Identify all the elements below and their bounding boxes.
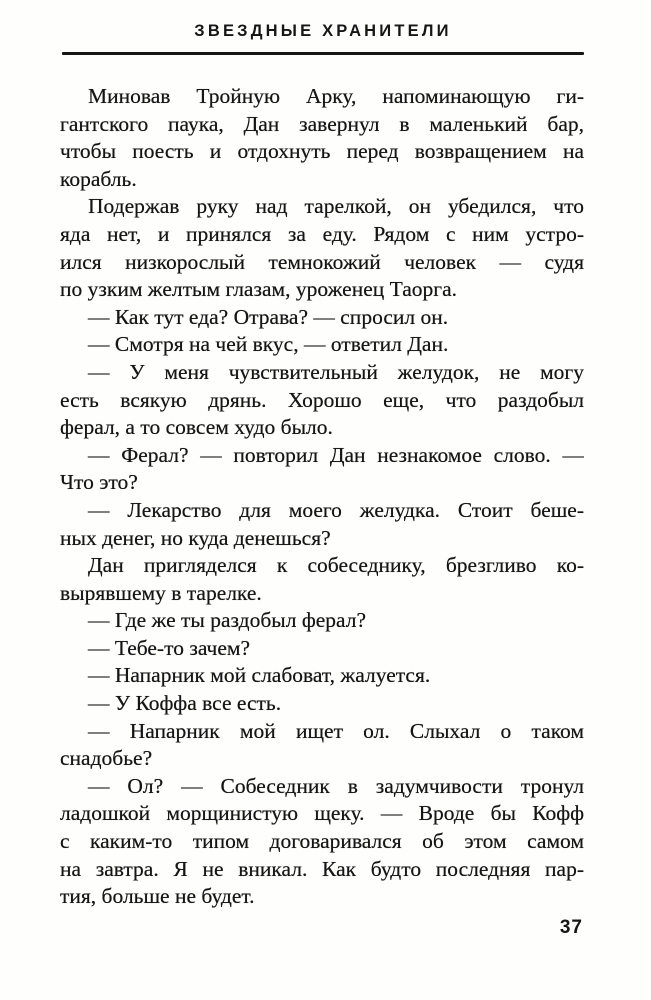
paragraph xyxy=(60,635,584,663)
text-line: Что это? xyxy=(60,470,138,495)
paragraph xyxy=(60,331,584,359)
text-line: с каким-то типом договаривался об этом самом xyxy=(60,829,584,854)
text-line: — Напарник мой слабоват, жалуется. xyxy=(88,663,431,688)
running-header xyxy=(62,22,584,55)
text-line: ферал, а то совсем худо было. xyxy=(60,415,333,440)
text-line: яда нет, и принялся за еду. Рядом с ним устро- xyxy=(60,221,584,246)
text-line: — Лекарство для моего желудка. Стоит беше- xyxy=(88,497,584,522)
text-line: — У меня чувствительный желудок, не могу xyxy=(88,359,584,384)
text-line: — Как тут еда? Отрава? — спросил он. xyxy=(88,304,449,329)
text-line: ных денег, но куда денешься? xyxy=(60,525,331,550)
header-rule xyxy=(62,52,584,55)
text-line: вырявшему в тарелке. xyxy=(60,580,262,605)
text-line: — Ферал? — повторил Дан незнакомое слово. — xyxy=(88,442,584,467)
text-line: на завтра. Я не вникал. Как будто последняя пар- xyxy=(60,856,584,881)
text-line: — Ол? — Собеседник в задумчивости тронул xyxy=(88,773,584,798)
paragraph xyxy=(60,359,584,442)
text-line: — Где же ты раздобыл ферал? xyxy=(88,608,367,633)
paragraph xyxy=(60,552,584,607)
text-line: есть всякую дрянь. Хорошо еще, что раздобыл xyxy=(60,387,584,412)
text-line: Подержав руку над тарелкой, он убедился, что xyxy=(88,194,584,219)
page-number: 37 xyxy=(559,917,583,938)
text-line: ладошкой морщинистую щеку. — Вроде бы Кофф xyxy=(60,801,584,826)
text-line: гантского паука, Дан завернул в маленький бар, xyxy=(60,111,584,136)
paragraph xyxy=(60,83,584,193)
running-header-title: ЗВЕЗДНЫЕ ХРАНИТЕЛИ xyxy=(194,22,452,40)
text-line: — Тебе-то зачем? xyxy=(88,635,251,660)
paragraph xyxy=(60,662,584,690)
text-line: — Напарник мой ищет ол. Слыхал о таком xyxy=(88,718,584,743)
paragraph xyxy=(60,773,584,911)
text-line: тия, больше не будет. xyxy=(60,884,255,909)
paragraph xyxy=(60,497,584,552)
text-line: по узким желтым глазам, уроженец Таорга. xyxy=(60,277,457,302)
paragraph xyxy=(60,442,584,497)
text-line: чтобы поесть и отдохнуть перед возвращением на xyxy=(60,139,584,164)
text-line: — У Коффа все есть. xyxy=(88,691,282,716)
text-line: Миновав Тройную Арку, напоминающую ги- xyxy=(88,84,584,108)
paragraph xyxy=(60,193,584,303)
text-body xyxy=(60,83,584,911)
text-line: снадобье? xyxy=(60,746,153,771)
paragraph xyxy=(60,607,584,635)
paragraph xyxy=(60,690,584,718)
text-line: Дан пригляделся к собеседнику, брезгливо ко- xyxy=(88,553,584,578)
text-line: корабль. xyxy=(60,166,137,191)
paragraph xyxy=(60,718,584,773)
text-line: — Смотря на чей вкус, — ответил Дан. xyxy=(88,332,449,357)
text-line: ился низкорослый темнокожий человек — судя xyxy=(60,249,584,274)
paragraph xyxy=(60,304,584,332)
